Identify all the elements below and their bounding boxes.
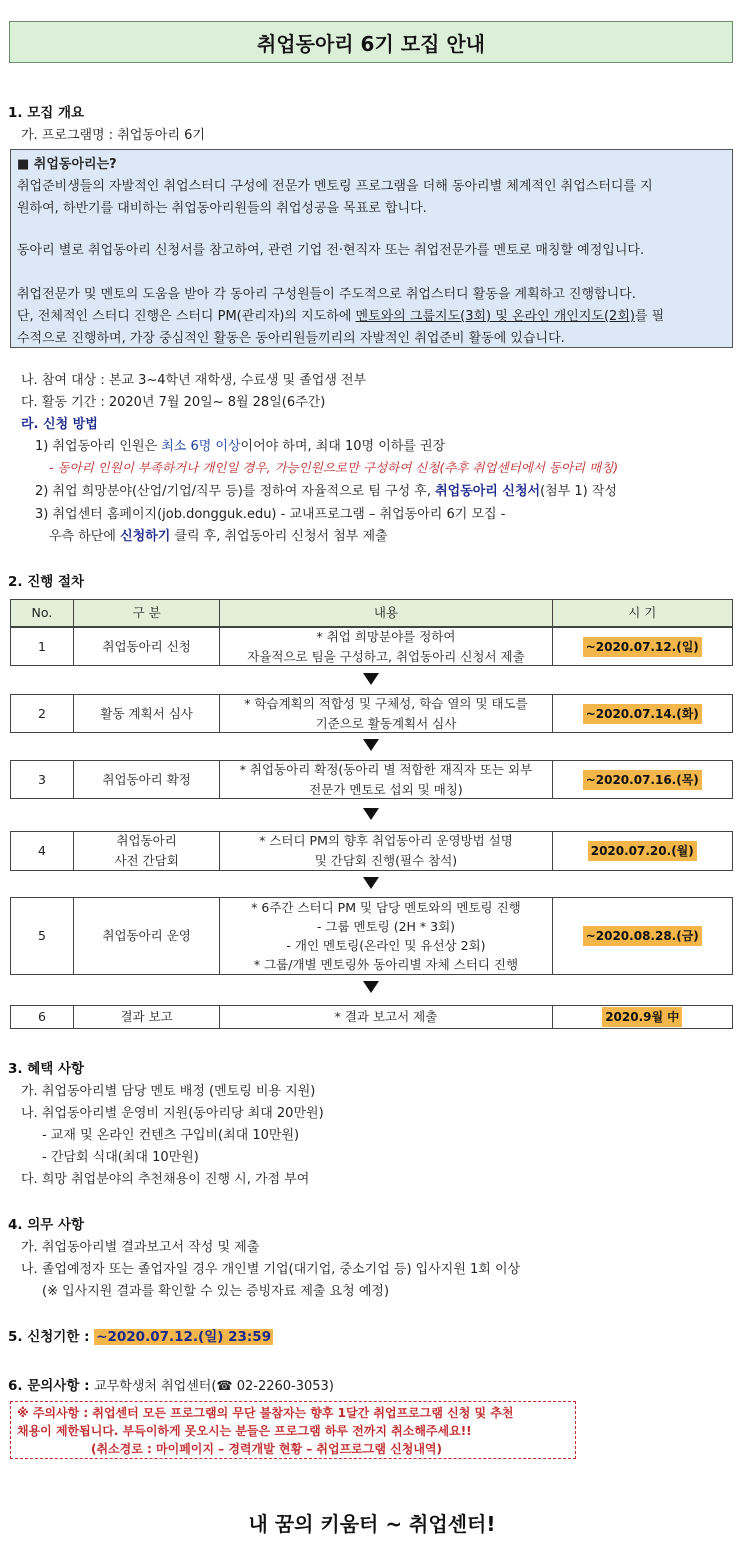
info-p3c: 수적으로 진행하며, 가장 중심적인 활동은 동아리원들끼리의 자발적인 취업준비 활동에 있습니다. bbox=[17, 331, 565, 346]
row-date: 2020.07.20.(월) bbox=[553, 832, 733, 870]
page-title: 취업동아리 6기 모집 안내 bbox=[9, 21, 733, 63]
row-content: * 결과 보고서 제출 bbox=[220, 1006, 552, 1028]
table-row bbox=[10, 897, 733, 975]
duty-2-note: (※ 입사지원 결과를 확인할 수 있는 증빙자료 제출 요청 예정) bbox=[42, 1284, 390, 1299]
arrow-down-icon bbox=[363, 877, 379, 889]
table-row bbox=[10, 627, 733, 666]
row-content: * 스터디 PM의 향후 취업동아리 운영방법 설명 및 간담회 진행(필수 참석) bbox=[220, 832, 552, 870]
benefit-3: 다. 희망 취업분야의 추천채용이 진행 시, 가점 부여 bbox=[21, 1172, 310, 1187]
row-category: 결과 보고 bbox=[74, 1006, 221, 1028]
table-row bbox=[10, 1005, 733, 1029]
apply-step-2: 2) 취업 희망분야(산업/기업/직무 등)를 정하여 자율적으로 팀 구성 후, 취업동아리 신청서(첨부 1) 작성 bbox=[35, 484, 617, 499]
apply-step-1: 1) 취업동아리 인원은 최소 6명 이상이어야 하며, 최대 10명 이하를 권장 bbox=[35, 439, 446, 454]
benefit-2b: - 간담회 식대(최대 10만원) bbox=[42, 1150, 199, 1165]
period-line: 다. 활동 기간 : 2020년 7월 20일~ 8월 28일(6주간) bbox=[21, 395, 326, 410]
table-row bbox=[10, 694, 733, 733]
row-category: 취업동아리 확정 bbox=[74, 761, 221, 798]
benefit-2a: - 교재 및 온라인 컨텐츠 구입비(최대 10만원) bbox=[42, 1128, 300, 1143]
info-box-title: ■ 취업동아리는? bbox=[17, 157, 117, 172]
table-row bbox=[10, 760, 733, 799]
notice-box bbox=[10, 1401, 576, 1459]
contact-line: 6. 문의사항 : 교무학생처 취업센터(☎ 02-2260-3053) bbox=[8, 1378, 334, 1394]
apply-heading: 라. 신청 방법 bbox=[21, 417, 98, 432]
row-category: 활동 계획서 심사 bbox=[74, 695, 221, 732]
notice-line-3: (취소경로 : 마이페이지 – 경력개발 현황 – 취업프로그램 신청내역) bbox=[91, 1442, 442, 1456]
apply-step-1-note: - 동아리 인원이 부족하거나 개인일 경우, 가능인원으로만 구성하여 신청(추후 취업센터에서 동아리 매칭) bbox=[49, 460, 619, 475]
apply-step-3-line1: 3) 취업센터 홈페이지(job.dongguk.edu) - 교내프로그램 – 취업동아리 6기 모집 - bbox=[35, 507, 506, 522]
row-category: 취업동아리 운영 bbox=[74, 898, 221, 974]
arrow-down-icon bbox=[363, 739, 379, 751]
row-no: 2 bbox=[11, 695, 74, 732]
arrow-down-icon bbox=[363, 673, 379, 685]
row-date: 2020.9월 中 bbox=[553, 1006, 733, 1028]
row-content: * 취업동아리 확정(동아리 별 적합한 재직자 또는 외부 전문가 멘토로 섭외 및 매칭) bbox=[220, 761, 552, 798]
table-row bbox=[10, 831, 733, 871]
section-1-heading: 1. 모집 개요 bbox=[8, 105, 85, 121]
info-p1a: 취업준비생들의 자발적인 취업스터디 구성에 전문가 멘토링 프로그램을 더해 동아리별 체계적인 취업스터디를 지 bbox=[17, 179, 653, 194]
section-3-heading: 3. 혜택 사항 bbox=[8, 1061, 85, 1077]
table-header bbox=[10, 599, 733, 627]
row-content: * 6주간 스터디 PM 및 담당 멘토와의 멘토링 진행 - 그룹 멘토링 (2H * 3회) - 개인 멘토링(온라인 및 유선상 2회) * 그룹/개별 멘토링外 동아리별 자체 스터디 진행 bbox=[220, 898, 552, 974]
target-line: 나. 참여 대상 : 본교 3~4학년 재학생, 수료생 및 졸업생 전부 bbox=[21, 373, 367, 388]
col-category: 구 분 bbox=[74, 600, 221, 626]
section-4-heading: 4. 의무 사항 bbox=[8, 1217, 85, 1233]
row-no: 6 bbox=[11, 1006, 74, 1028]
col-content: 내용 bbox=[220, 600, 552, 626]
benefit-2: 나. 취업동아리별 운영비 지원(동아리당 최대 20만원) bbox=[21, 1106, 324, 1121]
info-p3b: 단, 전체적인 스터디 진행은 스터디 PM(관리자)의 지도하에 멘토와의 그룹지도(3회) 및 온라인 개인지도(2회)를 필 bbox=[17, 309, 665, 324]
row-category: 취업동아리 사전 간담회 bbox=[74, 832, 221, 870]
info-p1b: 원하여, 하반기를 대비하는 취업동아리원들의 취업성공을 목표로 합니다. bbox=[17, 201, 427, 216]
arrow-down-icon bbox=[363, 981, 379, 993]
row-no: 5 bbox=[11, 898, 74, 974]
row-date: ~2020.07.14.(화) bbox=[553, 695, 733, 732]
row-date: ~2020.07.16.(목) bbox=[553, 761, 733, 798]
row-no: 4 bbox=[11, 832, 74, 870]
duty-2: 나. 졸업예정자 또는 졸업자일 경우 개인별 기업(대기업, 중소기업 등) 입사지원 1회 이상 bbox=[21, 1262, 521, 1277]
deadline-value: ~2020.07.12.(일) 23:59 bbox=[96, 1329, 272, 1345]
program-name: 가. 프로그램명 : 취업동아리 6기 bbox=[21, 128, 206, 143]
row-content: * 취업 희망분야를 정하여 자율적으로 팀을 구성하고, 취업동아리 신청서 제출 bbox=[220, 628, 552, 665]
benefit-1: 가. 취업동아리별 담당 멘토 배정 (멘토링 비용 지원) bbox=[21, 1084, 316, 1099]
info-p3a: 취업전문가 및 멘토의 도움을 받아 각 동아리 구성원들이 주도적으로 취업스터디 활동을 계획하고 진행합니다. bbox=[17, 287, 636, 302]
row-date: ~2020.07.12.(일) bbox=[553, 628, 733, 665]
row-category: 취업동아리 신청 bbox=[74, 628, 221, 665]
info-box bbox=[10, 149, 733, 348]
notice-line-1: ※ 주의사항 : 취업센터 모든 프로그램의 무단 불참자는 향후 1달간 취업프로그램 신청 및 추천 bbox=[17, 1406, 514, 1420]
section-2-heading: 2. 진행 절차 bbox=[8, 574, 85, 590]
footer-slogan: 내 꿈의 키움터 ~ 취업센터! bbox=[248, 1512, 496, 1536]
notice-line-2: 채용이 제한됩니다. 부득이하게 못오시는 분들은 프로그램 하루 전까지 취소해주세요!! bbox=[17, 1424, 472, 1438]
apply-step-3-line2: 우측 하단에 신청하기 클릭 후, 취업동아리 신청서 첨부 제출 bbox=[49, 529, 388, 544]
duty-1: 가. 취업동아리별 결과보고서 작성 및 제출 bbox=[21, 1240, 260, 1255]
arrow-down-icon bbox=[363, 808, 379, 820]
info-p2: 동아리 별로 취업동아리 신청서를 참고하여, 관련 기업 전·현직자 또는 취업전문가를 멘토로 매칭할 예정입니다. bbox=[17, 243, 645, 258]
row-date: ~2020.08.28.(금) bbox=[553, 898, 733, 974]
col-date: 시 기 bbox=[628, 605, 657, 620]
row-no: 3 bbox=[11, 761, 74, 798]
col-no: No. bbox=[11, 600, 74, 626]
deadline-line: 5. 신청기한 : ~2020.07.12.(일) 23:59 bbox=[8, 1329, 272, 1345]
row-no: 1 bbox=[11, 628, 74, 665]
row-content: * 학습계획의 적합성 및 구체성, 학습 열의 및 태도를 기준으로 활동계획서 심사 bbox=[220, 695, 552, 732]
